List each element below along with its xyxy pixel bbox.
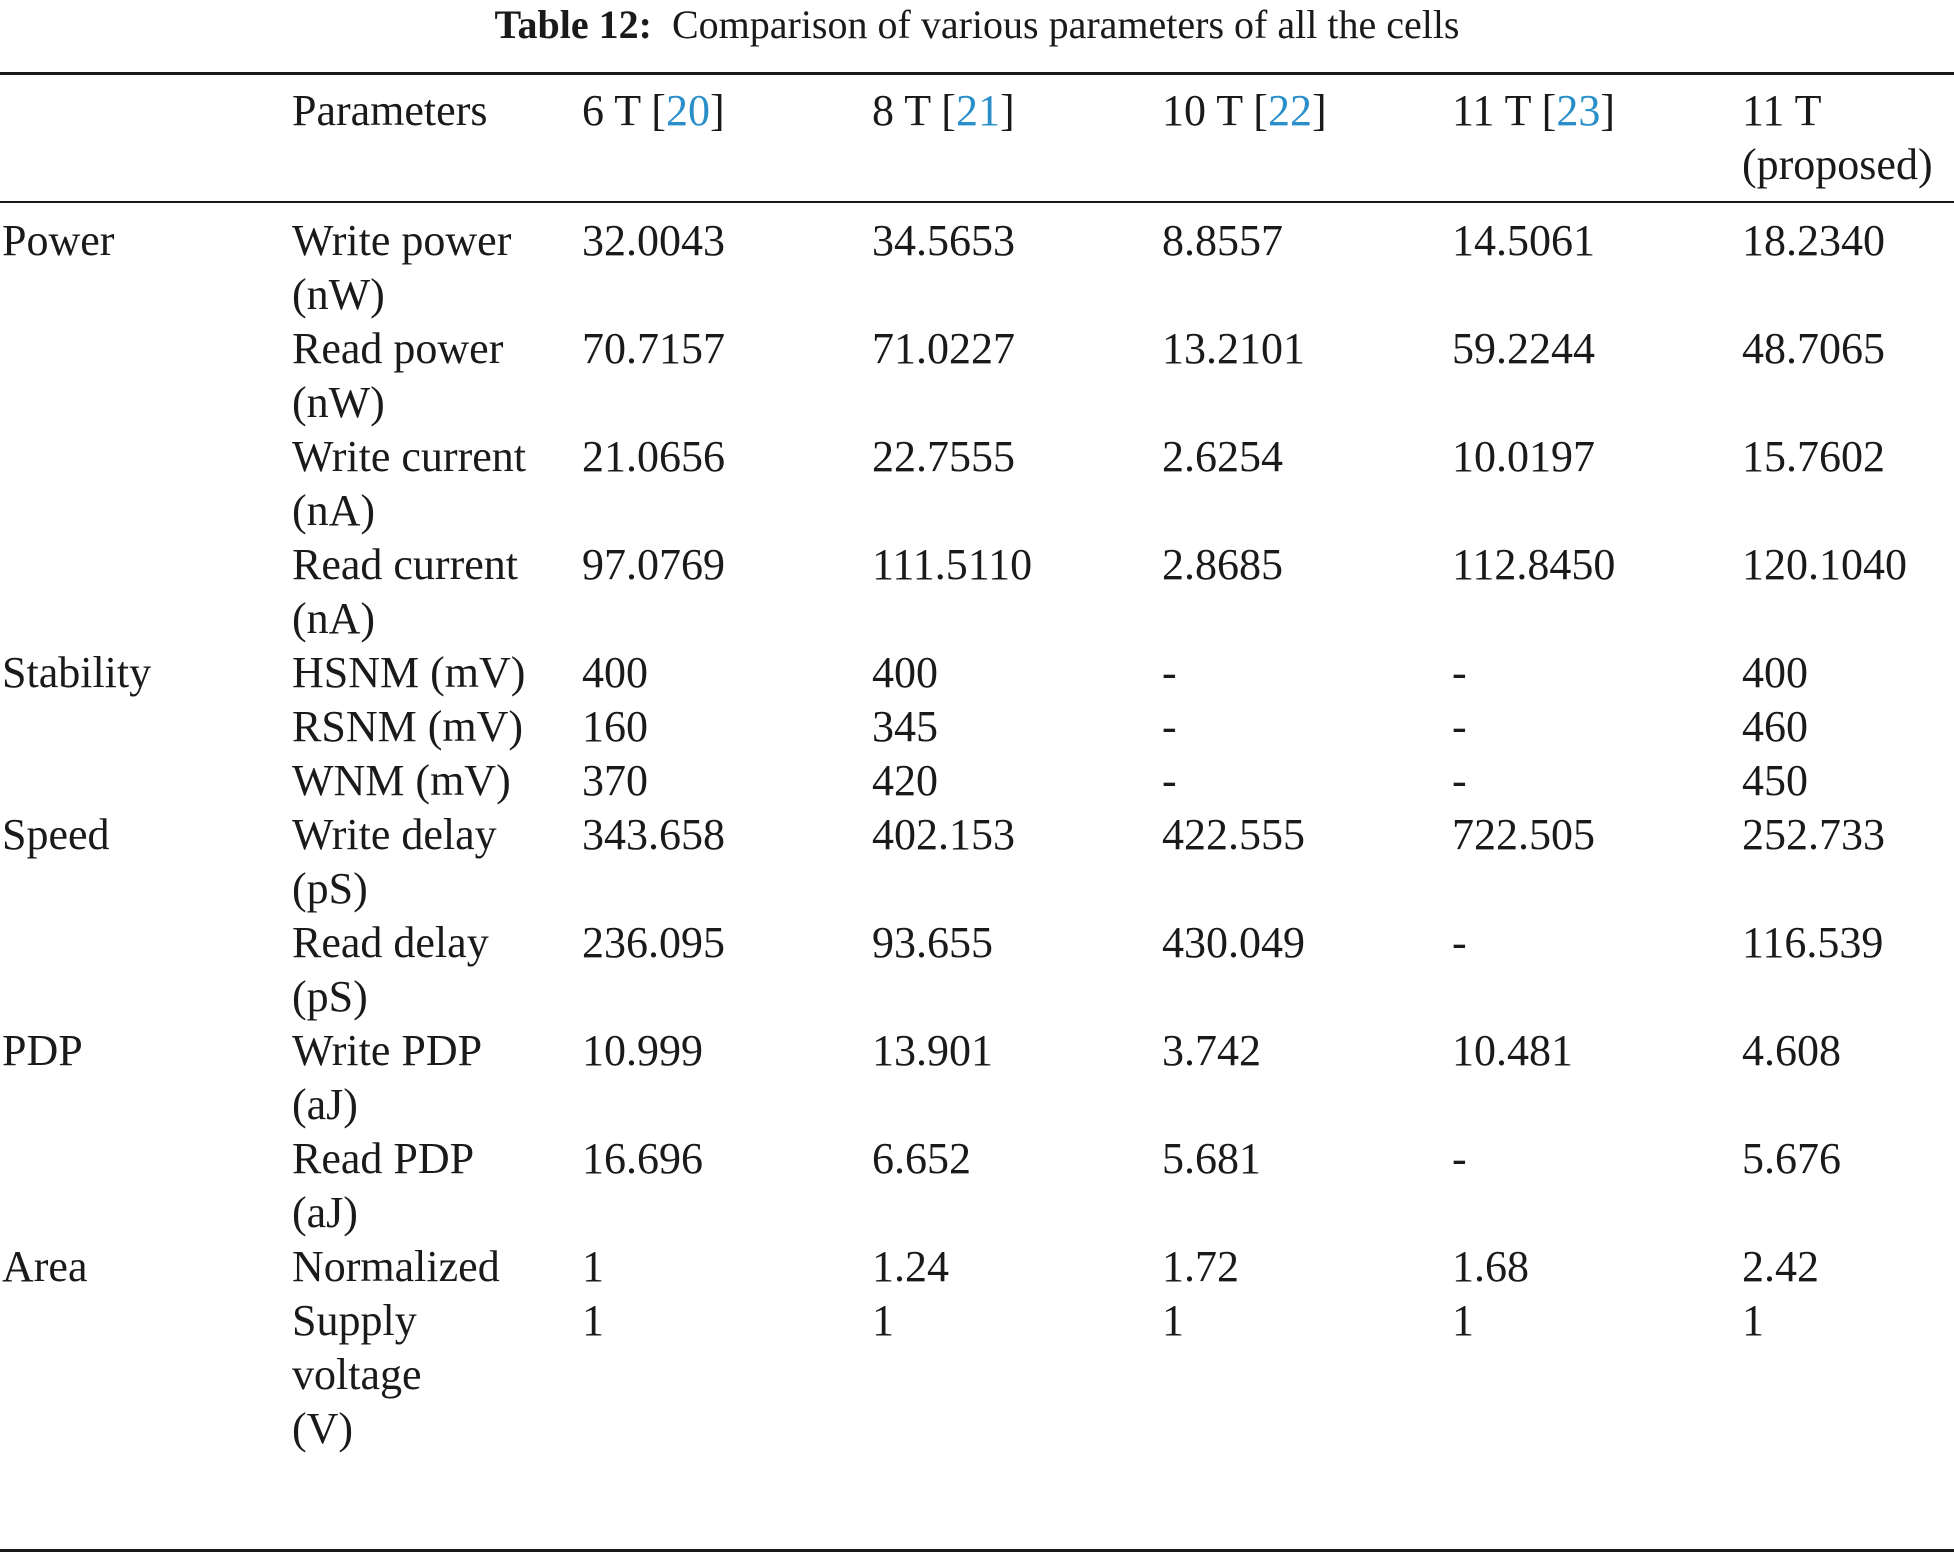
value-cell: 16.696 <box>582 1134 703 1183</box>
parameter-name <box>292 430 582 538</box>
value-cell: 13.901 <box>872 1026 993 1075</box>
value-cell: 21.0656 <box>582 432 725 481</box>
parameter-line: Read delay <box>292 918 489 967</box>
value-cell: 1.72 <box>1162 1242 1239 1291</box>
parameter-line: (aJ) <box>292 1188 358 1237</box>
group-label <box>0 754 292 808</box>
value-cell: 1 <box>582 1242 604 1291</box>
parameter-line: Write delay <box>292 810 497 859</box>
value-cell: 343.658 <box>582 810 725 859</box>
caption-text: Comparison of various parameters of all the cells <box>671 2 1460 47</box>
header-row <box>0 84 1954 200</box>
value-cell: 15.7602 <box>1742 432 1885 481</box>
parameter-line: Supply <box>292 1296 417 1345</box>
table-body <box>0 200 1954 1456</box>
parameter-line: Write PDP <box>292 1026 483 1075</box>
group-label: Area <box>2 1242 88 1291</box>
bottom-rule <box>0 1549 1954 1552</box>
header-col-6t: 6 T [20] <box>582 86 725 135</box>
table-row <box>0 200 1954 322</box>
parameter-name <box>292 754 582 808</box>
parameter-name <box>292 1024 582 1132</box>
value-cell: 14.5061 <box>1452 216 1595 265</box>
table-row <box>0 430 1954 538</box>
value-cell: 5.681 <box>1162 1134 1261 1183</box>
value-cell: 111.5110 <box>872 540 1033 589</box>
value-cell: - <box>1162 756 1177 805</box>
group-label: Power <box>2 216 115 265</box>
value-cell: 402.153 <box>872 810 1015 859</box>
parameter-name <box>292 808 582 916</box>
group-label <box>0 916 292 1024</box>
parameter-line: Read power <box>292 324 504 373</box>
group-label <box>0 1294 292 1456</box>
value-cell: 1.68 <box>1452 1242 1529 1291</box>
parameter-line: RSNM (mV) <box>292 702 524 751</box>
value-cell: 97.0769 <box>582 540 725 589</box>
value-cell: 13.2101 <box>1162 324 1305 373</box>
value-cell: 420 <box>872 756 938 805</box>
parameter-line: Read PDP <box>292 1134 475 1183</box>
group-label <box>0 322 292 430</box>
value-cell: 2.42 <box>1742 1242 1819 1291</box>
table-row <box>0 1024 1954 1132</box>
table-caption <box>0 0 1954 50</box>
citation-link[interactable]: 23 <box>1556 86 1601 135</box>
table-row <box>0 754 1954 808</box>
parameter-line: (aJ) <box>292 1080 358 1129</box>
value-cell: 236.095 <box>582 918 725 967</box>
group-label: PDP <box>2 1026 83 1075</box>
parameter-line: (V) <box>292 1404 354 1453</box>
group-label: Stability <box>2 648 152 697</box>
parameter-line: voltage <box>292 1350 422 1399</box>
value-cell: 370 <box>582 756 648 805</box>
parameter-line: Normalized <box>292 1242 500 1291</box>
parameter-line: Write power <box>292 216 512 265</box>
value-cell: 48.7065 <box>1742 324 1885 373</box>
value-cell: - <box>1452 648 1467 697</box>
value-cell: 400 <box>582 648 648 697</box>
value-cell: 10.0197 <box>1452 432 1595 481</box>
value-cell: 120.1040 <box>1742 540 1907 589</box>
value-cell: 10.481 <box>1452 1026 1573 1075</box>
value-cell: 59.2244 <box>1452 324 1595 373</box>
value-cell: 5.676 <box>1742 1134 1841 1183</box>
table-row <box>0 646 1954 700</box>
value-cell: - <box>1162 702 1177 751</box>
value-cell: - <box>1452 1134 1467 1183</box>
parameter-line: HSNM (mV) <box>292 648 526 697</box>
value-cell: - <box>1452 756 1467 805</box>
parameter-name <box>292 916 582 1024</box>
value-cell: - <box>1452 702 1467 751</box>
value-cell: 460 <box>1742 702 1808 751</box>
top-rule <box>0 72 1954 75</box>
value-cell: 1.24 <box>872 1242 949 1291</box>
value-cell: 2.6254 <box>1162 432 1283 481</box>
value-cell: 32.0043 <box>582 216 725 265</box>
value-cell: 116.539 <box>1742 918 1884 967</box>
table-row <box>0 1240 1954 1294</box>
table-row <box>0 538 1954 646</box>
value-cell: 450 <box>1742 756 1808 805</box>
parameter-line: (pS) <box>292 864 368 913</box>
value-cell: 93.655 <box>872 918 993 967</box>
value-cell: 422.555 <box>1162 810 1305 859</box>
parameter-line: Read current <box>292 540 518 589</box>
value-cell: 252.733 <box>1742 810 1885 859</box>
parameter-name <box>292 1240 582 1294</box>
parameter-name <box>292 700 582 754</box>
value-cell: 70.7157 <box>582 324 725 373</box>
parameter-line: WNM (mV) <box>292 756 511 805</box>
table-row <box>0 700 1954 754</box>
value-cell: 10.999 <box>582 1026 703 1075</box>
header-col-8t: 8 T [21] <box>872 86 1015 135</box>
parameter-name <box>292 322 582 430</box>
table-row <box>0 1294 1954 1456</box>
table-row <box>0 322 1954 430</box>
parameter-line: (nA) <box>292 594 376 643</box>
parameter-line: (nW) <box>292 378 385 427</box>
parameter-name <box>292 646 582 700</box>
value-cell: 1 <box>1742 1296 1764 1345</box>
header-col-11t-proposed: 11 T (proposed) <box>1742 86 1933 189</box>
value-cell: 400 <box>1742 648 1808 697</box>
value-cell: 112.8450 <box>1452 540 1616 589</box>
value-cell: 160 <box>582 702 648 751</box>
value-cell: - <box>1162 648 1177 697</box>
table-row <box>0 808 1954 916</box>
group-label <box>0 700 292 754</box>
parameter-line: (nW) <box>292 270 385 319</box>
parameter-name <box>292 538 582 646</box>
value-cell: 34.5653 <box>872 216 1015 265</box>
parameter-line: (nA) <box>292 486 376 535</box>
citation-link[interactable]: 21 <box>955 86 1000 135</box>
value-cell: - <box>1452 918 1467 967</box>
value-cell: 6.652 <box>872 1134 971 1183</box>
citation-link[interactable]: 20 <box>665 86 710 135</box>
group-label: Speed <box>2 810 110 859</box>
parameter-line: Write current <box>292 432 526 481</box>
citation-link[interactable]: 22 <box>1267 86 1312 135</box>
value-cell: 71.0227 <box>872 324 1015 373</box>
parameter-line: (pS) <box>292 972 368 1021</box>
group-label <box>0 538 292 646</box>
value-cell: 8.8557 <box>1162 216 1283 265</box>
value-cell: 1 <box>872 1296 894 1345</box>
parameter-name <box>292 1132 582 1240</box>
value-cell: 400 <box>872 648 938 697</box>
parameter-name <box>292 200 582 322</box>
value-cell: 722.505 <box>1452 810 1595 859</box>
group-label <box>0 430 292 538</box>
value-cell: 430.049 <box>1162 918 1305 967</box>
value-cell: 18.2340 <box>1742 216 1885 265</box>
value-cell: 345 <box>872 702 938 751</box>
header-col-10t: 10 T [22] <box>1162 86 1327 135</box>
value-cell: 3.742 <box>1162 1026 1261 1075</box>
group-label <box>0 1132 292 1240</box>
value-cell: 1 <box>582 1296 604 1345</box>
value-cell: 1 <box>1452 1296 1474 1345</box>
comparison-table <box>0 84 1954 1456</box>
header-parameters: Parameters <box>292 86 488 135</box>
table-row <box>0 916 1954 1024</box>
value-cell: 22.7555 <box>872 432 1015 481</box>
value-cell: 2.8685 <box>1162 540 1283 589</box>
header-group-cell <box>0 84 292 200</box>
value-cell: 4.608 <box>1742 1026 1841 1075</box>
caption-label: Table 12: <box>494 2 652 47</box>
table-row <box>0 1132 1954 1240</box>
value-cell: 1 <box>1162 1296 1184 1345</box>
header-col-11t: 11 T [23] <box>1452 86 1615 135</box>
parameter-name <box>292 1294 582 1456</box>
